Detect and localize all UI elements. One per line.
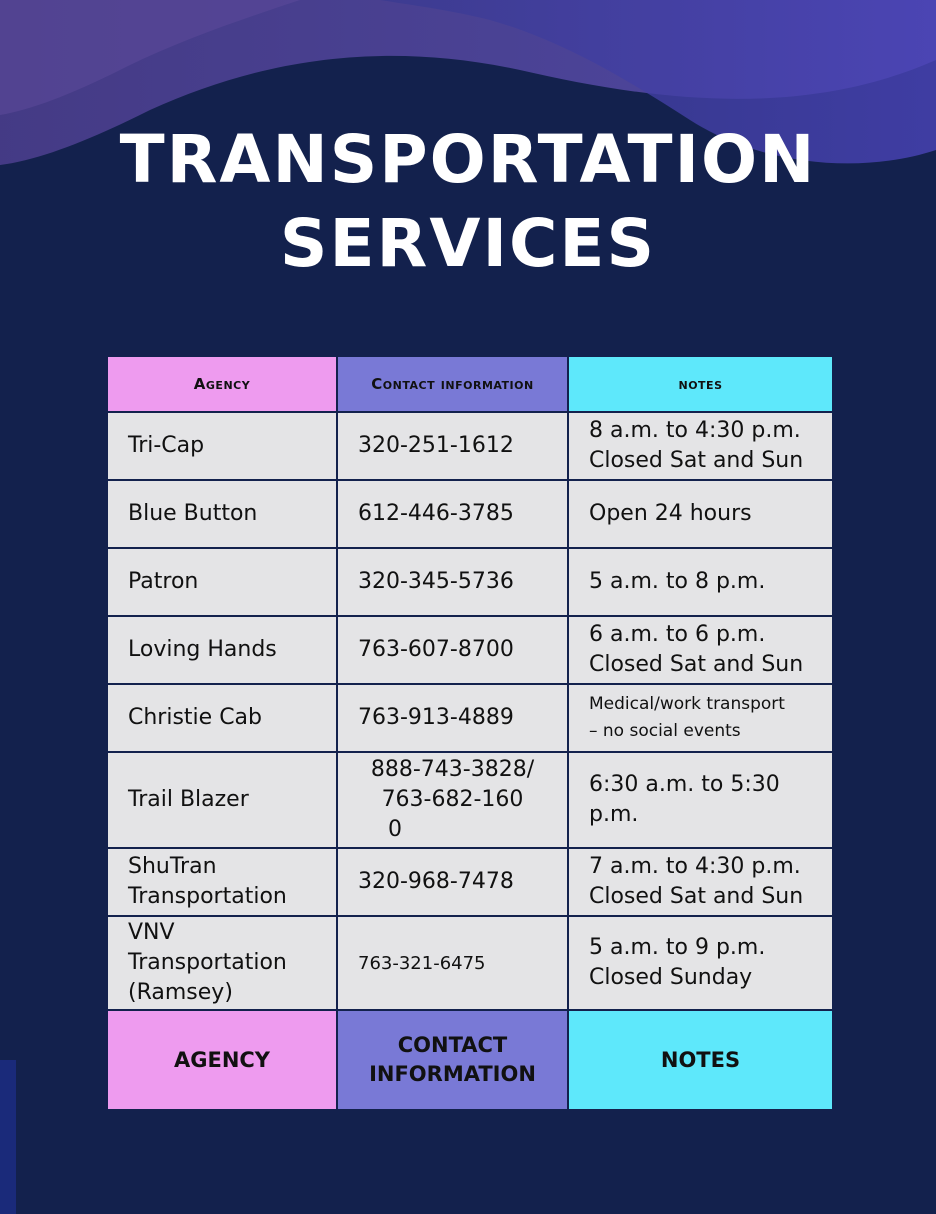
notes-cell — [568, 684, 833, 752]
notes-line: 7 a.m. to 4:30 p.m. — [589, 854, 801, 879]
footer-notes: NOTES — [568, 1010, 833, 1110]
header-agency: Agency — [107, 356, 337, 412]
agency-line: ShuTran — [128, 854, 217, 879]
agency-cell: Patron — [107, 548, 337, 616]
table-header-row — [107, 356, 833, 412]
notes-line: – no social events — [589, 721, 741, 741]
table-row — [107, 916, 833, 1010]
notes-line: Closed Sunday — [589, 965, 753, 990]
table-row — [107, 480, 833, 548]
table-row — [107, 548, 833, 616]
notes-line: Open 24 hours — [589, 501, 752, 526]
contact-line: 763-682-160 — [381, 787, 524, 812]
agency-line: VNV — [128, 920, 175, 945]
notes-line: p.m. — [589, 802, 639, 827]
notes-line: 6 a.m. to 6 p.m. — [589, 622, 766, 647]
header-contact: Contact information — [337, 356, 568, 412]
footer-contact-line: CONTACT — [397, 1033, 508, 1057]
notes-cell — [568, 412, 833, 480]
notes-line: 5 a.m. to 9 p.m. — [589, 935, 766, 960]
contact-cell: 763-607-8700 — [337, 616, 568, 684]
notes-line: 6:30 a.m. to 5:30 — [589, 772, 780, 797]
agency-cell — [107, 916, 337, 1010]
agency-line: (Ramsey) — [128, 980, 233, 1005]
notes-line: 5 a.m. to 8 p.m. — [589, 569, 766, 594]
notes-cell — [568, 548, 833, 616]
notes-line: 8 a.m. to 4:30 p.m. — [589, 418, 801, 443]
agency-line: Transportation — [128, 950, 287, 975]
agency-cell — [107, 848, 337, 916]
notes-line: Closed Sat and Sun — [589, 448, 804, 473]
contact-line: 0 — [388, 817, 402, 842]
notes-cell — [568, 480, 833, 548]
contact-cell: 763-321-6475 — [337, 916, 568, 1010]
header-notes: notes — [568, 356, 833, 412]
left-edge-accent — [0, 1060, 16, 1214]
notes-line: Medical/work transport — [589, 694, 785, 714]
footer-agency: AGENCY — [107, 1010, 337, 1110]
notes-cell — [568, 752, 833, 848]
agency-cell: Trail Blazer — [107, 752, 337, 848]
page-title — [0, 118, 936, 286]
notes-cell — [568, 616, 833, 684]
notes-line: Closed Sat and Sun — [589, 652, 804, 677]
agency-cell: Loving Hands — [107, 616, 337, 684]
footer-contact-line: INFORMATION — [369, 1062, 536, 1086]
contact-cell: 763-913-4889 — [337, 684, 568, 752]
title-line-2: SERVICES — [279, 205, 657, 282]
notes-cell — [568, 916, 833, 1010]
table-row — [107, 684, 833, 752]
contact-cell — [337, 752, 568, 848]
title-line-1: TRANSPORTATION — [119, 121, 817, 198]
agency-line: Transportation — [128, 884, 287, 909]
footer-contact — [337, 1010, 568, 1110]
contact-line: 888-743-3828/ — [370, 757, 535, 782]
table-footer-row — [107, 1010, 833, 1110]
table-row — [107, 412, 833, 480]
contact-cell: 320-251-1612 — [337, 412, 568, 480]
notes-line: Closed Sat and Sun — [589, 884, 804, 909]
agency-cell: Blue Button — [107, 480, 337, 548]
contact-cell: 320-345-5736 — [337, 548, 568, 616]
table-row — [107, 752, 833, 848]
contact-cell: 612-446-3785 — [337, 480, 568, 548]
table-row — [107, 848, 833, 916]
table-row — [107, 616, 833, 684]
notes-cell — [568, 848, 833, 916]
contact-cell: 320-968-7478 — [337, 848, 568, 916]
agency-cell: Christie Cab — [107, 684, 337, 752]
agency-cell: Tri-Cap — [107, 412, 337, 480]
transportation-table — [106, 355, 834, 1111]
